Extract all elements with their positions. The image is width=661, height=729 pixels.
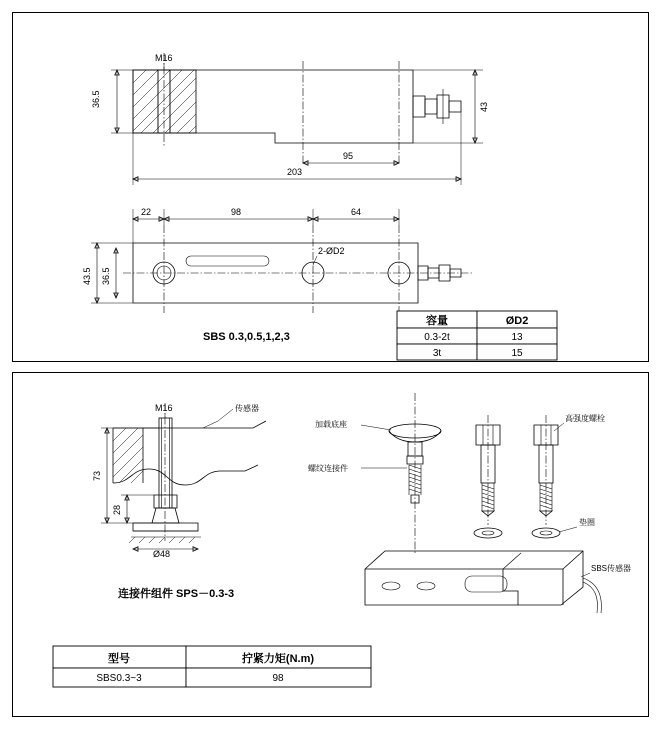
table-cell-capacity-1: 0.3-2t <box>424 332 450 343</box>
bottom-drawing-panel <box>12 372 649 717</box>
dim-36-5-plan: 36.5 <box>101 267 111 285</box>
dim-43-5: 43.5 <box>82 267 92 285</box>
section-hatching <box>133 70 196 133</box>
label-high-strength-bolt: 高强度螺栓 <box>565 414 605 423</box>
dim-203: 203 <box>287 167 303 177</box>
bolt-middle <box>474 415 502 538</box>
dim-28: 28 <box>112 504 122 515</box>
label-sensor-sbs: SBS传感器 <box>591 564 632 573</box>
torque-header-torque: 拧紧力矩(N.m) <box>241 653 315 665</box>
plan-view <box>82 207 473 313</box>
dim-d48: Ø48 <box>153 549 171 559</box>
bolt-right <box>532 415 560 538</box>
label-load-cap: 加载底座 <box>315 420 347 429</box>
label-washer: 垫圈 <box>579 518 595 527</box>
assembly-view <box>92 403 266 600</box>
dim-height-right: 43 <box>479 101 489 112</box>
top-caption: SBS 0.3,0.5,1,2,3 <box>203 331 290 343</box>
torque-cell-value: 98 <box>272 673 284 684</box>
dim-22: 22 <box>141 207 152 217</box>
side-view <box>91 53 489 185</box>
table-cell-d2-1: 13 <box>511 332 523 343</box>
assembly-hatching <box>113 428 143 483</box>
dim-95: 95 <box>343 151 354 161</box>
m16-label-assembly: M16 <box>155 403 173 413</box>
label-thread-connector: 螺纹连接件 <box>308 464 348 473</box>
assembly-caption: 连接件组件 SPS－0.3-3 <box>118 588 235 600</box>
table-cell-capacity-2: 3t <box>432 348 442 359</box>
hole-callout: 2-ØD2 <box>318 246 345 256</box>
top-panel-svg <box>13 13 648 361</box>
sensor-block <box>365 551 601 613</box>
capacity-table <box>397 311 557 360</box>
table-header-d2: ØD2 <box>505 315 529 327</box>
m16-label-side: M16 <box>155 53 173 63</box>
dim-73: 73 <box>92 470 102 481</box>
exploded-view <box>308 393 631 613</box>
table-header-capacity: 容量 <box>426 315 448 327</box>
top-drawing-panel <box>12 12 649 362</box>
torque-table <box>53 646 371 687</box>
sensor-label: 传感器 <box>235 404 259 413</box>
dim-98: 98 <box>231 207 242 217</box>
torque-cell-model: SBS0.3~3 <box>96 673 142 684</box>
table-cell-d2-2: 15 <box>511 348 523 359</box>
bottom-panel-svg <box>13 373 648 716</box>
dim-height-left: 36.5 <box>91 90 101 108</box>
dim-64: 64 <box>351 207 362 217</box>
torque-header-model: 型号 <box>108 653 130 665</box>
